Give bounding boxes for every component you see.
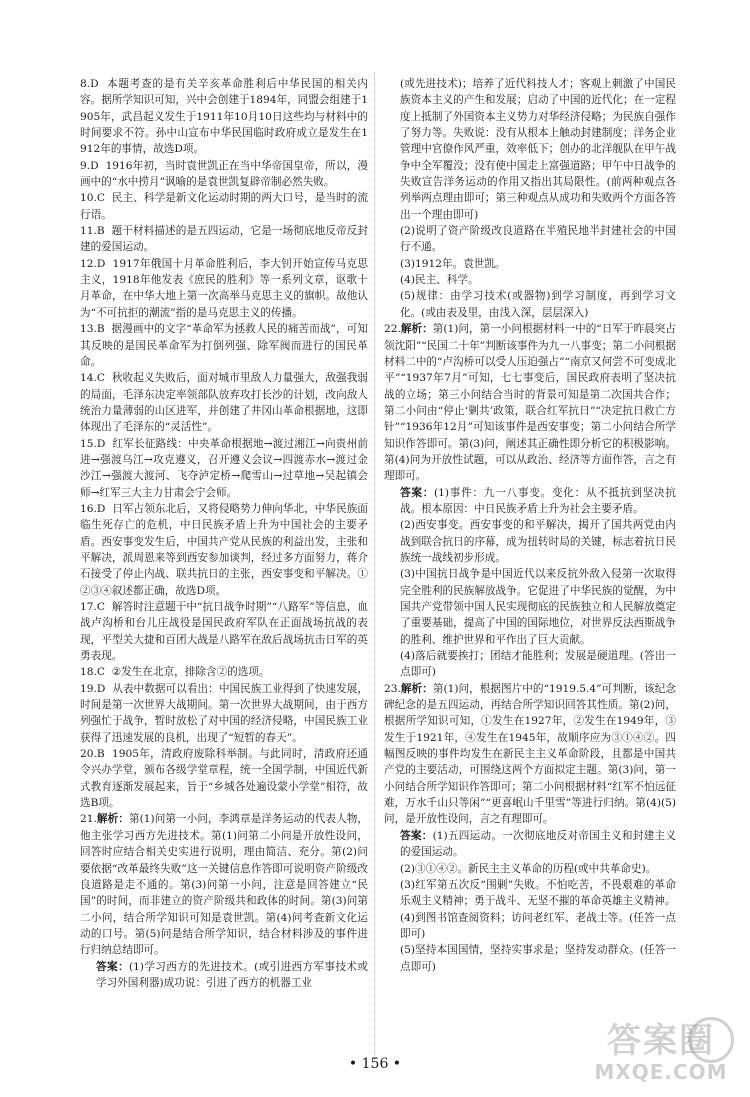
answer-entry: 21.解析：第(1)问第一小问，李鸿章是洋务运动的代表人物，他主张学习西方先进技术。第(1)问第二小问是开放性设问，回答时应结合相关史实进行说明，理由简洁、充分。第(2)问要依据“改革最终失败”这一关键信息作答即可说明资产阶级改良道路是走不通的。第(3)问第一小问，注意是回答建立“民国”的时间，而非建立的资产阶级共和政体的时间。第(3)问第二小问，结合所学知识可知是袁世凯。第(4)问考查新文化运动的口号。第(5)问是结合所学知识，结合材料涉及的事件进行归纳总结即可。 xyxy=(80,813,369,957)
answer-entry: 11.B 题干材料描述的是五四运动，它是一场彻底地反帝反封建的爱国运动。 xyxy=(80,225,368,254)
answer-entry: 15.D 红军长征路线：中央革命根据地→渡过湘江→向贵州前进→强渡乌江→攻克遵义，召开遵义会议→四渡赤水→渡过金沙江→强渡大渡河、飞夺泸定桥→爬雪山→过草地→吴起镇会师→红军三大主力甘肃会宁会师。 xyxy=(80,437,368,499)
answer-text: 答案：(1)五四运动。一次彻底地反对帝国主义和封建主义的爱国运动。 xyxy=(400,829,676,859)
answer-text: (4)民主、科学。 xyxy=(400,274,479,287)
answer-text: (5)坚持本国国情，坚持实事求是；坚持发动群众。(任答一点即可) xyxy=(400,944,676,973)
answer-entry: 16.D 日军占领东北后，又将侵略势力伸向华北，中华民族面临生死存亡的危机，中日民族矛盾上升为中国社会的主要矛盾。西安事变发生后，中国共产党从民族的利益出发，主张和平解决，派周恩来等到西安参加谈判，经过多方面努力，蒋介石接受了停止内战、联共抗日的主张，西安事变和平解决。①②③④叙述都正确，故选D项。 xyxy=(80,502,368,597)
column-divider xyxy=(374,72,375,1062)
page-number: • 156 • xyxy=(348,1056,402,1072)
answer-entry: 23.解析：第(1)问，根据图片中的“1919.5.4”可判断，该纪念碑纪念的是五四运动，再结合所学知识回答其性质。第(2)问，根据所学知识可知，①发生在1927年，②发生在1949年，③发生于1921年，④发生在1945年，故顺序应为③①④②。四幅图反映的事件均发生在新民主主义革命阶段，且都是中国共产党的主要活动，可围绕这两个方面拟定主题。第(3)问，第一小问结合所学知识作答即可；第二小问根据材料“红军不怕远征难，万水千山只等闲”“更喜岷山千里雪”等进行归纳。第(4)(5)问，是开放性设问，言之有理即可。 xyxy=(384,682,677,826)
answer-text: (2)③①④②。新民主主义革命的历程(或中共革命史)。 xyxy=(400,862,657,875)
answer-text: 答案：(1)学习西方的先进技术。(或引进西方军事技术或学习外国利器)成功说：引进了西方的机器工业 xyxy=(96,960,369,989)
answer-text: (3)1912年。袁世凯。 xyxy=(400,257,506,270)
answer-text: (5)规律：由学习技术(或器物)到学习制度，再到学习文化。(或由表及里，由浅入深，层层深入) xyxy=(400,290,676,319)
answer-text: (4)到图书馆查阅资料；访问老红军、老战士等。(任答一点即可) xyxy=(400,911,676,940)
answer-entry: 18.C ②发生在北京，排除含②的选项。 xyxy=(80,666,270,679)
answer-text: (或先进技术)；培养了近代科技人才；客观上刺激了中国民族资本主义的产生和发展；启动了中国的近代化；在一定程度上抵制了外国资本主义势力对华经济侵略；为民族自强作了努力等。失败说：没有从根本上触动封建制度；洋务企业管理中官僚作风严重，效率低下；创办的北洋舰队在甲午战争中全军覆没；没有使中国走上富强道路；甲午中日战争的失败宣告洋务运动的作用又指出其局限性。(前两种观点各列举两点理由即可；第三种观点从成功和失败两个方面各答出一个理由即可) xyxy=(400,78,676,221)
watermark-title: 答案圈 xyxy=(607,1021,715,1061)
answer-entry: 22.解析：第(1)问，第一小问根据材料一中的“日军于昨晨突占领沈阳”“民国二十年”判断该事件为九一八事变；第二小问根据材料二中的“卢沟桥可以受人压迫强占”“南京又何尝不可变成北平”“1937年7月”可知，七七事变后，国民政府表明了坚决抗战的立场；第三小问结合当时的背景可知是第二次国共合作；第二小问由“停止‘剿共’政策，联合红军抗日”“决定抗日救亡方针”“1936年12月”可知该事件是西安事变；第二小问结合所学知识作答即可。第(3)问，阐述其正确性即分析它的积极影响。第(4)问为开放性试题，可以从政治、经济等方面作答，言之有理即可。 xyxy=(384,323,677,483)
left-column xyxy=(80,76,368,991)
answer-entry: 12.D 1917年俄国十月革命胜利后，李大钊开始宣传马克思主义，1918年他发表《庶民的胜利》等一系列文章，讴歌十月革命，在中华大地上第一次高举马克思主义的旗帜。故他认为“不可抗拒的潮流”指的是马克思主义的传播。 xyxy=(80,257,368,319)
answer-entry: 10.C 民主、科学是新文化运动时期的两大口号，是当时的流行语。 xyxy=(80,192,368,221)
answer-text: (3)红军第五次反“围剿”失败。不怕吃苦，不畏艰难的革命乐观主义精神；勇于战斗、无坚不摧的革命英雄主义精神。 xyxy=(400,878,676,908)
watermark-logo xyxy=(576,1021,746,1091)
watermark-url: MXQE.COM xyxy=(594,1060,728,1084)
answer-entry: 8.D 本题考查的是有关辛亥革命胜利后中华民国的相关内容。据所学知识可知，兴中会创建于1894年，同盟会组建于1905年，武昌起义发生于1911年10月10日这些均与材料中的时间要求不符。孙中山宣布中华民国临时政府成立是发生在1912年的事情，故选D项。 xyxy=(80,78,368,156)
answer-entry: 9.D 1916年初，当时袁世凯正在当中华帝国皇帝，所以，漫画中的“水中捞月”讽喻的是袁世凯复辟帝制必然失败。 xyxy=(80,159,368,189)
answer-entry: 13.B 据漫画中的文字“革命军为拯救人民的痛苦而战”，可知其反映的是国民革命军为打倒列强、除军阀而进行的国民革命。 xyxy=(80,323,368,368)
answer-text: (2)说明了资产阶级改良道路在半殖民地半封建社会的中国行不通。 xyxy=(400,225,676,254)
answer-text: (4)落后就要挨打；团结才能胜利；发展是硬道理。(答出一点即可) xyxy=(400,650,676,679)
answer-text: (3)中国抗日战争是中国近代以来反抗外敌入侵第一次取得完全胜利的民族解放战争。它促进了中华民族的觉醒，为中国共产党带领中国人民实现彻底的民族独立和人民解放奠定了重要基础，提高了中国的国际地位，对世界反法西斯战争的胜利、维护世界和平作出了巨大贡献。 xyxy=(400,568,676,646)
right-column xyxy=(384,76,676,975)
answer-text: (2)西安事变。西安事变的和平解决，揭开了国共两党由内战到联合抗日的序幕，成为扭转时局的关键，标志着抗日民族统一战线初步形成。 xyxy=(400,519,676,564)
answer-entry: 14.C 秋收起义失败后，面对城市里敌人力量强大，敌强我弱的局面，毛泽东决定率领部队放弃攻打长沙的计划，改向敌人统治力量薄弱的山区进军，并创建了井冈山革命根据地，这即体现出了毛泽东的“灵活性”。 xyxy=(80,372,368,434)
answer-entry: 17.C 解答时注意题干中“抗日战争时期”“八路军”等信息，血战卢沟桥和台儿庄战役是国民政府军队在正面战场抗战的表现，平型关大捷和百团大战是八路军在敌后战场抗击日军的英勇表现。 xyxy=(80,601,368,663)
answer-text: 答案：(1)事件：九一八事变。变化：从不抵抗到坚决抗战。根本原因：中日民族矛盾上升为社会主要矛盾。 xyxy=(400,486,676,515)
answer-entry: 20.B 1905年，清政府废除科举制。与此同时，清政府还通令兴办学堂，颁布各级学堂章程，统一全国学制，中国近代新式教育逐渐发展起来，旨于“乡城各处遍设蒙小学堂”相符，故选B项。 xyxy=(80,748,368,810)
answer-entry: 19.D 从表中数据可以看出：中国民族工业得到了快速发展，时间是第一次世界大战期间。第一次世界大战期间，由于西方列强忙于战争，暂时放松了对中国的经济侵略，中国民族工业获得了迅速发展的良机，出现了“短暂的春天”。 xyxy=(80,682,368,744)
